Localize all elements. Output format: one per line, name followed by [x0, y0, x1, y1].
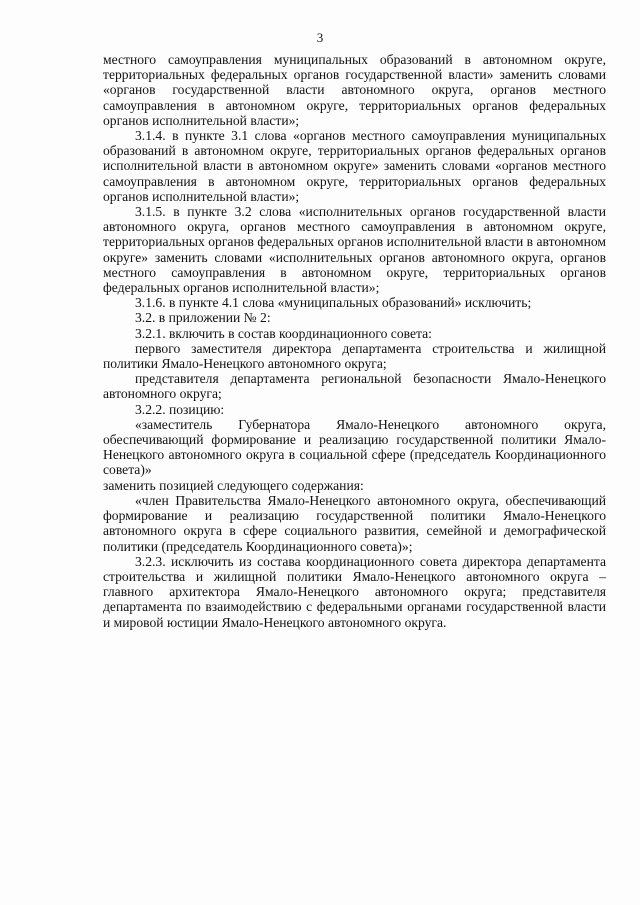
- document-body: [103, 52, 606, 630]
- paragraph-3-2: 3.2. в приложении № 2:: [135, 310, 271, 326]
- paragraph-3-2-2: 3.2.2. позицию:: [135, 401, 225, 417]
- paragraph-3-2-3: 3.2.3. исключить из состава координационного совета директора департамента строительства и жилищной политики Ямало-Ненецкого автономного округа – главного архитектора Ямало-Ненецкого автономного округа; представителя департамента по взаимодействию с федеральными органами государственной власти и мировой юстиции Ямало-Ненецкого автономного округа.: [103, 553, 606, 630]
- paragraph-continuation: местного самоуправления муниципальных образований в автономном округе, территориальных федеральных органов государственной власти» заменить словами «органов государственной власти автономного округа, органов местного самоуправления в автономном округе, территориальных органов федеральных органов исполнительной власти»;: [103, 52, 606, 128]
- paragraph-new-position: «член Правительства Ямало-Ненецкого автономного округа, обеспечивающий формирование и реализацию государственной политики Ямало-Ненецкого автономного округа в сфере социального развития, семейной и демографической политики (председатель Координационного совета)»;: [103, 492, 606, 554]
- paragraph-old-position: «заместитель Губернатора Ямало-Ненецкого автономного округа, обеспечивающий формирование и реализацию государственной политики Ямало-Ненецкого автономного округа в социальной сфере (председатель Координационного совета)»: [103, 416, 606, 478]
- page-number: 3: [316, 30, 324, 45]
- paragraph-3-1-6: 3.1.6. в пункте 4.1 слова «муниципальных образований» исключить;: [135, 295, 532, 311]
- paragraph-3-2-1: 3.2.1. включить в состав координационного совета:: [135, 325, 432, 341]
- paragraph-security-representative: представителя департамента региональной безопасности Ямало-Ненецкого автономного округа;: [103, 371, 606, 402]
- paragraph-replace-with: заменить позицией следующего содержания:: [103, 477, 364, 493]
- paragraph-first-deputy: первого заместителя директора департамента строительства и жилищной политики Ямало-Ненецкого автономного округа;: [103, 340, 606, 372]
- paragraph-3-1-5: 3.1.5. в пункте 3.2 слова «исполнительных органов государственной власти автономного округа, органов местного самоуправления в автономном округе, территориальных органов федеральных органов исполнительной власти в автономном округе» заменить словами «исполнительных органов автономного округа, органов местного самоуправления в автономном округе, территориальных органов федеральных органов исполнительной власти»;: [103, 204, 606, 296]
- paragraph-3-1-4: 3.1.4. в пункте 3.1 слова «органов местного самоуправления муниципальных образований в автономном округе, территориальных органов федеральных органов исполнительной власти в автономном округе» заменить словами «органов местного самоуправления в автономном округе, территориальных органов федеральных органов исполнительной власти»;: [103, 128, 606, 204]
